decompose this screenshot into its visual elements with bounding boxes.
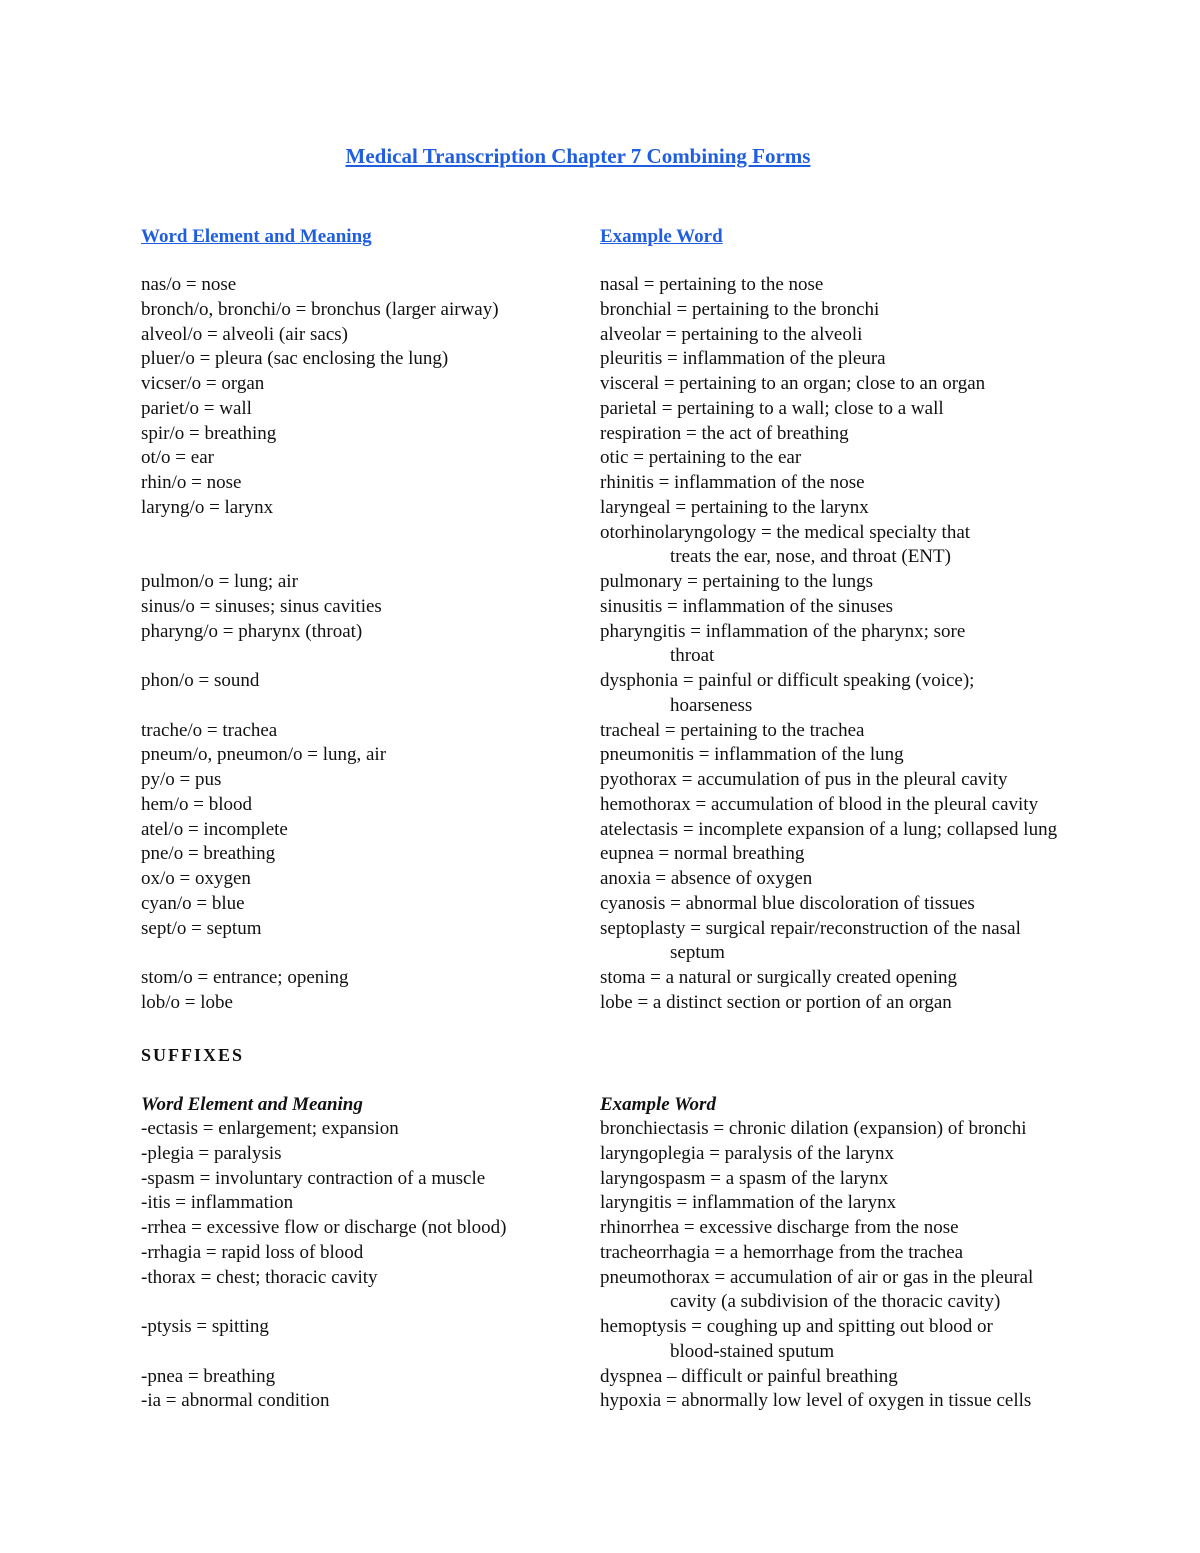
combining-form-example-23-cont: septum <box>670 942 725 964</box>
suffix-left-header: Word Element and Meaning <box>141 1094 363 1115</box>
suffix-element-2: -spasm = involuntary contraction of a muscle <box>141 1167 486 1189</box>
combining-form-element-21: ox/o = oxygen <box>141 868 251 889</box>
combining-form-element-12: sinus/o = sinuses; sinus cavities <box>141 595 382 617</box>
page-title: Medical Transcription Chapter 7 Combining Forms <box>345 144 811 168</box>
combining-form-example-7: otic = pertaining to the ear <box>600 447 802 469</box>
combining-form-element-4: vicser/o = organ <box>141 373 265 394</box>
suffix-element-6: -thorax = chest; thoracic cavity <box>141 1266 378 1288</box>
combining-form-example-8: rhinitis = inflammation of the nose <box>600 472 865 493</box>
combining-form-example-9: laryngeal = pertaining to the larynx <box>600 496 869 518</box>
combining-form-element-8: rhin/o = nose <box>141 472 242 493</box>
suffix-example-9: hypoxia = abnormally low level of oxygen in tissue cells <box>600 1390 1032 1412</box>
suffix-example-7-cont: blood-stained sputum <box>670 1340 835 1362</box>
combining-form-element-13: pharyng/o = pharynx (throat) <box>141 620 363 642</box>
combining-form-example-24: stoma = a natural or surgically created opening <box>600 967 957 988</box>
combining-form-element-17: py/o = pus <box>141 769 222 790</box>
combining-form-element-20: pne/o = breathing <box>141 843 276 865</box>
combining-form-example-12: sinusitis = inflammation of the sinuses <box>600 595 894 617</box>
combining-form-element-11: pulmon/o = lung; air <box>141 571 298 592</box>
suffix-example-5: tracheorrhagia = a hemorrhage from the trachea <box>600 1241 964 1263</box>
combining-form-example-21: anoxia = absence of oxygen <box>600 868 813 889</box>
suffix-example-2: laryngospasm = a spasm of the larynx <box>600 1167 889 1189</box>
suffix-example-3: laryngitis = inflammation of the larynx <box>600 1192 897 1214</box>
suffix-right-header: Example Word <box>600 1094 716 1115</box>
combining-form-example-6: respiration = the act of breathing <box>600 422 849 444</box>
combining-form-example-5: parietal = pertaining to a wall; close to a wall <box>600 397 944 419</box>
combining-form-example-4: visceral = pertaining to an organ; close to an organ <box>600 373 986 394</box>
suffixes-heading: SUFFIXES <box>141 1045 245 1065</box>
combining-form-example-15: tracheal = pertaining to the trachea <box>600 719 865 741</box>
combining-form-element-6: spir/o = breathing <box>141 422 277 444</box>
suffix-example-1: laryngoplegia = paralysis of the larynx <box>600 1142 895 1164</box>
combining-form-example-10-cont: treats the ear, nose, and throat (ENT) <box>670 546 951 568</box>
combining-form-example-18: hemothorax = accumulation of blood in the pleural cavity <box>600 793 1039 815</box>
combining-form-example-19: atelectasis = incomplete expansion of a lung; collapsed lung <box>600 818 1058 840</box>
combining-form-element-22: cyan/o = blue <box>141 892 245 914</box>
combining-form-element-14: phon/o = sound <box>141 670 260 691</box>
combining-form-element-7: ot/o = ear <box>141 447 214 469</box>
combining-forms-elements <box>141 273 499 1016</box>
combining-form-example-22: cyanosis = abnormal blue discoloration of tissues <box>600 892 975 914</box>
combining-form-example-3: pleuritis = inflammation of the pleura <box>600 348 886 370</box>
combining-form-element-10 <box>141 521 499 571</box>
combining-form-example-2: alveolar = pertaining to the alveoli <box>600 323 863 345</box>
combining-form-example-1: bronchial = pertaining to the bronchi <box>600 298 880 320</box>
combining-form-element-0: nas/o = nose <box>141 274 237 295</box>
combining-form-example-0: nasal = pertaining to the nose <box>600 274 824 295</box>
suffix-element-9: -ia = abnormal condition <box>141 1390 330 1412</box>
suffix-examples <box>600 1117 1033 1414</box>
suffix-elements <box>141 1117 506 1414</box>
suffix-element-7: -ptysis = spitting <box>141 1316 269 1337</box>
combining-form-example-16: pneumonitis = inflammation of the lung <box>600 744 904 766</box>
suffix-element-0: -ectasis = enlargement; expansion <box>141 1118 399 1139</box>
right-column-header: Example Word <box>600 226 723 247</box>
combining-form-example-23: septoplasty = surgical repair/reconstruction of the nasal <box>600 917 1021 939</box>
suffix-example-8: dyspnea – difficult or painful breathing <box>600 1365 898 1387</box>
combining-form-example-17: pyothorax = accumulation of pus in the pleural cavity <box>600 769 1008 790</box>
suffix-element-1: -plegia = paralysis <box>141 1142 282 1164</box>
combining-form-element-23: sept/o = septum <box>141 917 262 939</box>
combining-form-element-15: trache/o = trachea <box>141 719 278 741</box>
suffix-example-7: hemoptysis = coughing up and spitting out blood or <box>600 1316 993 1337</box>
suffix-example-0: bronchiectasis = chronic dilation (expansion) of bronchi <box>600 1118 1027 1139</box>
combining-form-element-5: pariet/o = wall <box>141 397 252 419</box>
combining-form-example-20: eupnea = normal breathing <box>600 843 805 865</box>
suffix-example-4: rhinorrhea = excessive discharge from the nose <box>600 1217 959 1238</box>
combining-form-example-14-cont: hoarseness <box>670 694 753 716</box>
combining-form-example-14: dysphonia = painful or difficult speaking (voice); <box>600 670 975 691</box>
left-column-header: Word Element and Meaning <box>141 226 372 247</box>
combining-form-example-10: otorhinolaryngology = the medical specialty that <box>600 521 971 543</box>
combining-form-element-2: alveol/o = alveoli (air sacs) <box>141 323 348 345</box>
suffix-element-8: -pnea = breathing <box>141 1365 276 1387</box>
combining-form-element-25: lob/o = lobe <box>141 991 233 1013</box>
combining-form-example-11: pulmonary = pertaining to the lungs <box>600 571 873 592</box>
combining-form-element-16: pneum/o, pneumon/o = lung, air <box>141 744 387 766</box>
suffix-element-3: -itis = inflammation <box>141 1192 294 1214</box>
combining-form-example-25: lobe = a distinct section or portion of an organ <box>600 991 952 1013</box>
combining-forms-examples <box>600 273 1057 1016</box>
combining-form-element-19: atel/o = incomplete <box>141 818 288 840</box>
combining-form-element-24: stom/o = entrance; opening <box>141 967 349 988</box>
combining-form-element-3: pluer/o = pleura (sac enclosing the lung) <box>141 348 449 370</box>
combining-form-example-13-cont: throat <box>670 645 715 667</box>
combining-form-element-1: bronch/o, bronchi/o = bronchus (larger airway) <box>141 298 499 320</box>
combining-form-element-9: laryng/o = larynx <box>141 496 274 518</box>
suffix-example-6: pneumothorax = accumulation of air or gas in the pleural <box>600 1266 1034 1288</box>
suffix-example-6-cont: cavity (a subdivision of the thoracic cavity) <box>670 1291 1001 1313</box>
combining-form-example-13: pharyngitis = inflammation of the pharynx; sore <box>600 620 966 642</box>
suffix-element-4: -rrhea = excessive flow or discharge (not blood) <box>141 1217 507 1238</box>
combining-form-element-18: hem/o = blood <box>141 793 252 815</box>
suffix-element-5: -rrhagia = rapid loss of blood <box>141 1241 364 1263</box>
